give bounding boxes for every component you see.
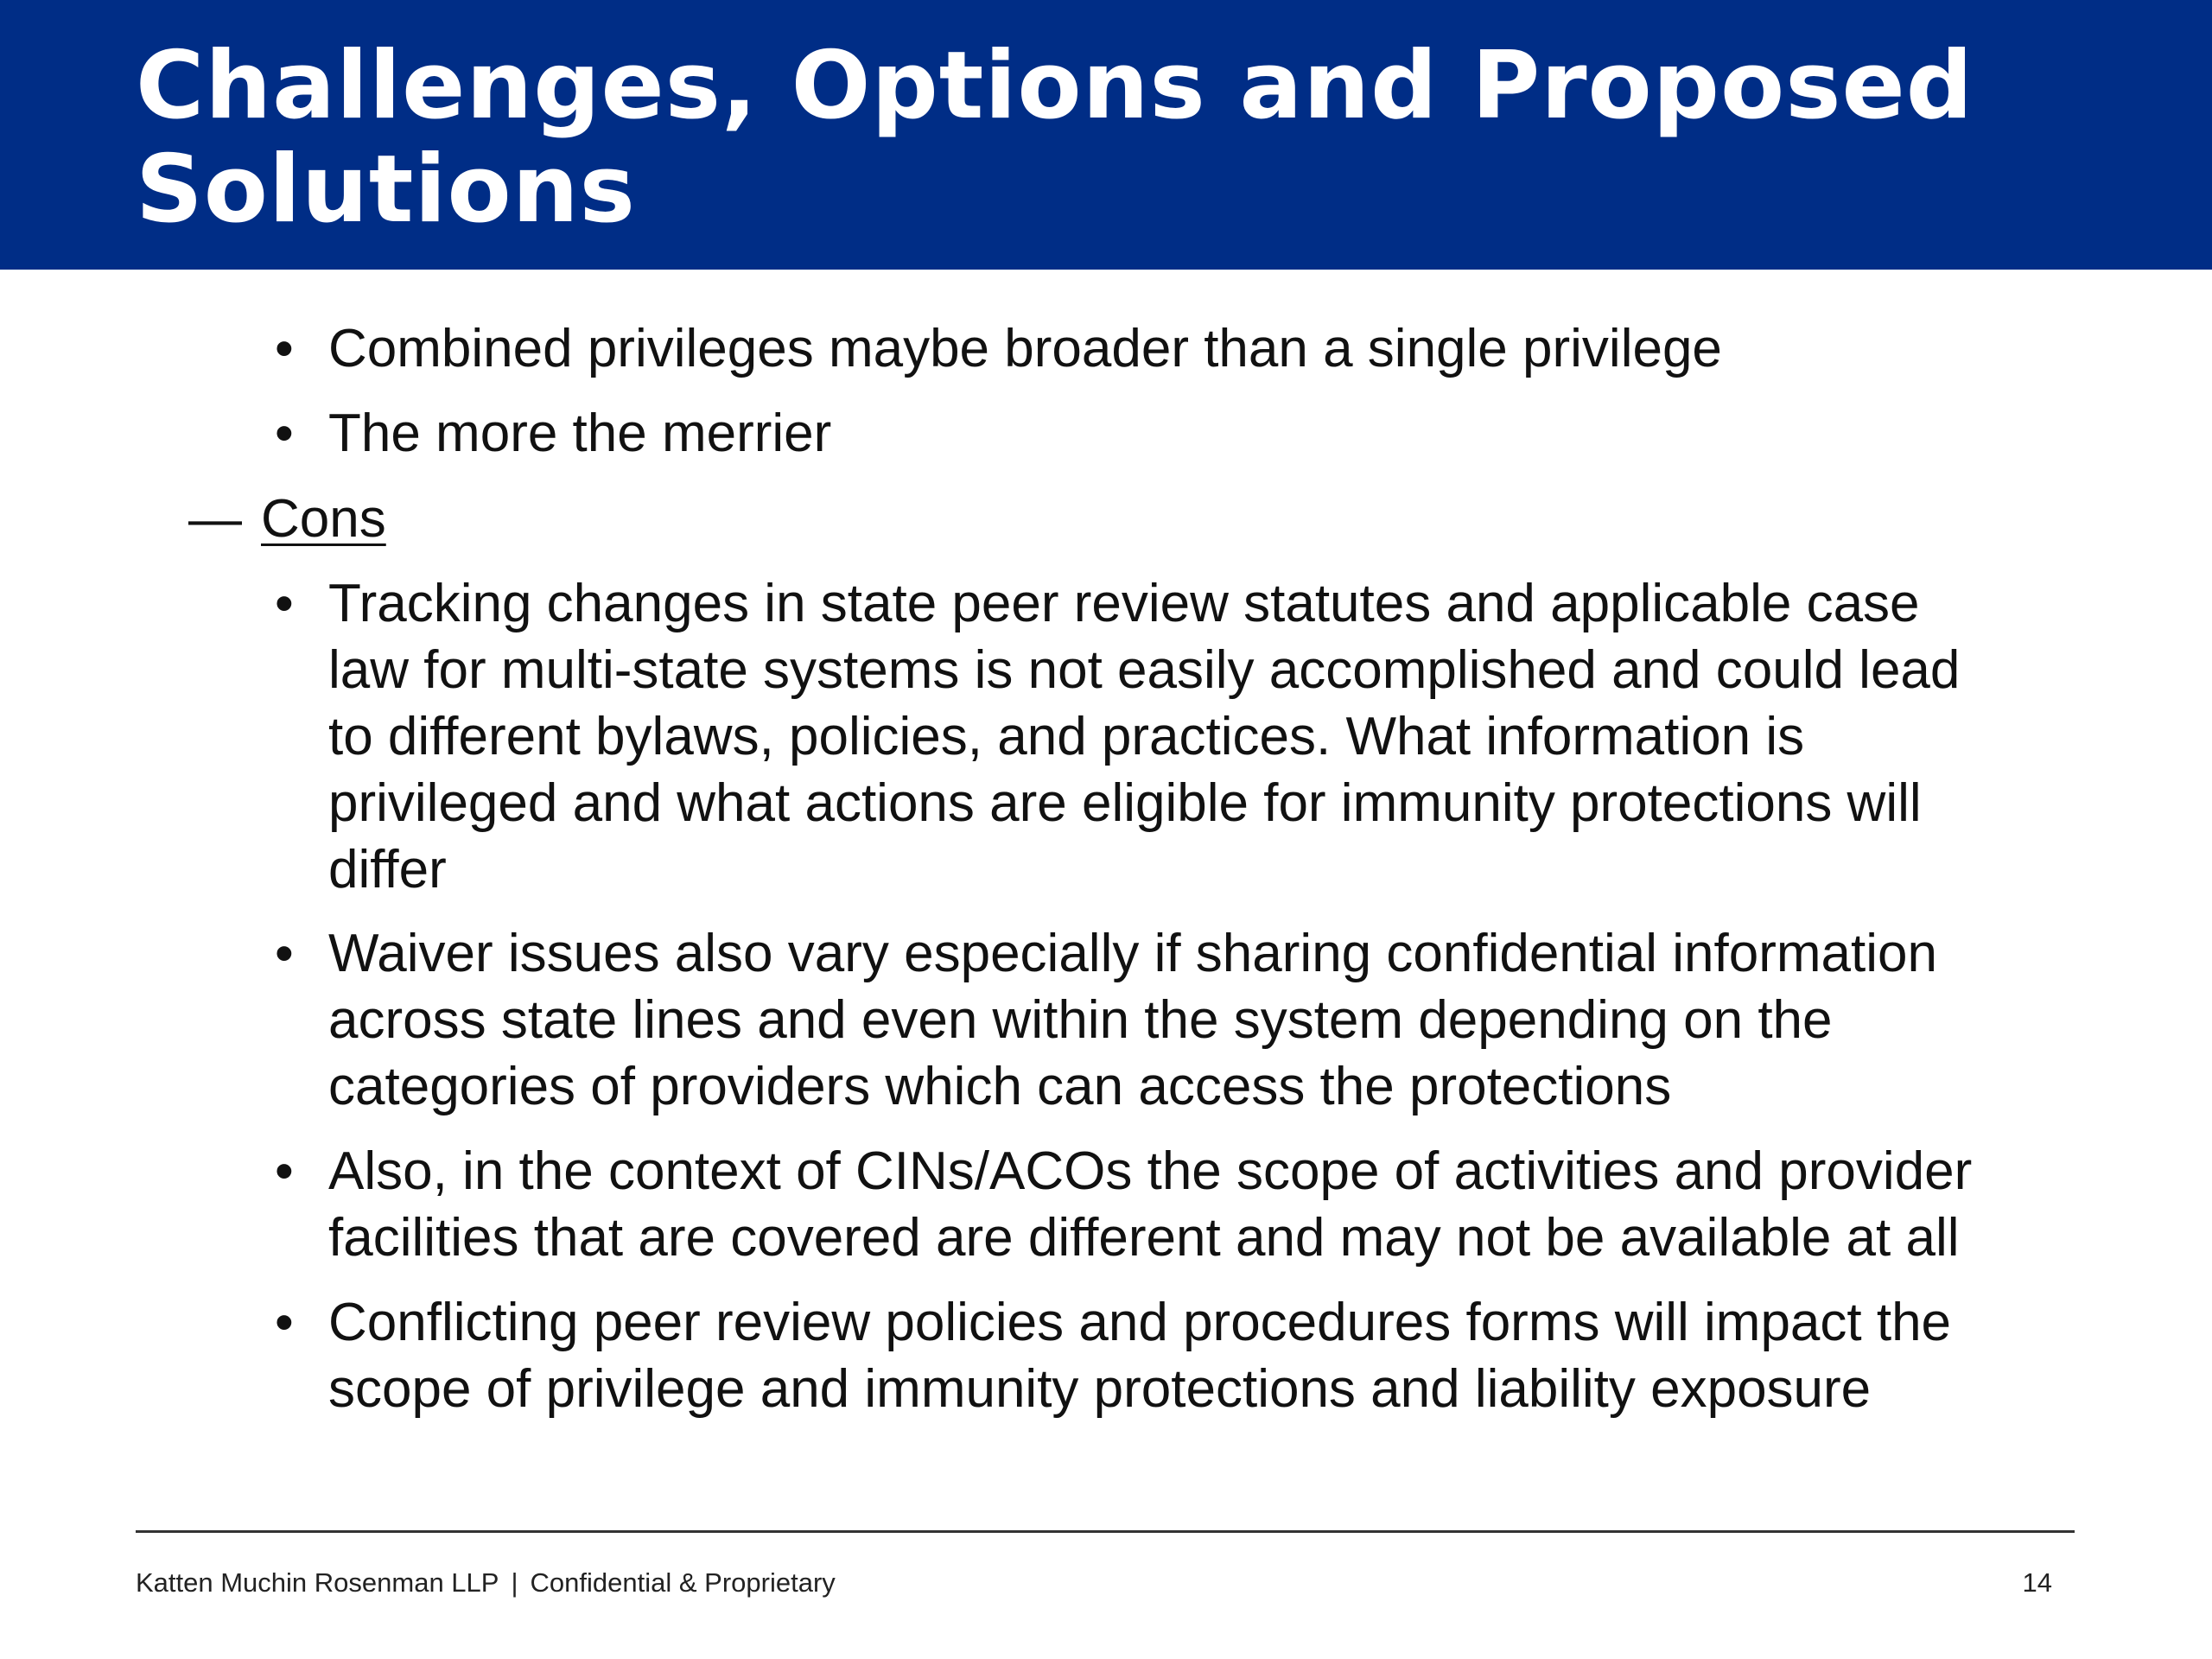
dash-icon: — <box>188 489 242 549</box>
bullet-line: to different bylaws, policies, and practices. What information is <box>328 707 1805 766</box>
bullet-icon: • <box>275 1141 294 1201</box>
bullet-line: differ <box>328 840 447 899</box>
bullet-line: privileged and what actions are eligible for immunity protections will <box>328 773 1922 833</box>
section-heading-cons <box>188 486 1916 552</box>
footer-separator: | <box>511 1567 518 1598</box>
bullet-icon: • <box>275 319 294 378</box>
cons-label: Cons <box>261 489 386 549</box>
bullet-line: law for multi-state systems is not easily accomplished and could lead <box>328 640 1961 700</box>
footer-label: Confidential & Proprietary <box>530 1567 836 1598</box>
bullet-icon: • <box>275 574 294 633</box>
footer-divider <box>136 1530 2075 1533</box>
bullet-line: categories of providers which can access the protections <box>328 1057 1672 1116</box>
title-line-2: Solutions <box>136 136 636 244</box>
page-title <box>136 32 2149 244</box>
bullet-line: Tracking changes in state peer review statutes and applicable case <box>328 574 1920 633</box>
bullet-line: Waiver issues also vary especially if sharing confidential information <box>328 924 1937 983</box>
list-item <box>275 315 2056 382</box>
title-bar <box>0 0 2212 270</box>
bullet-line: across state lines and even within the system depending on the <box>328 990 1833 1050</box>
title-line-1: Challenges, Options and Proposed <box>136 32 1974 140</box>
list-item <box>275 570 2056 903</box>
list-item <box>275 400 2056 467</box>
list-item <box>275 1138 2056 1271</box>
bullet-line: facilities that are covered are different and may not be available at all <box>328 1208 1960 1268</box>
bullet-icon: • <box>275 924 294 983</box>
list-item <box>275 1289 2056 1422</box>
bullet-line: scope of privilege and immunity protections and liability exposure <box>328 1359 1872 1419</box>
bullet-text: The more the merrier <box>328 404 832 463</box>
footer-text <box>136 1566 836 1600</box>
bullet-line: Conflicting peer review policies and procedures forms will impact the <box>328 1293 1952 1352</box>
bullet-icon: • <box>275 404 294 463</box>
page-number: 14 <box>2022 1567 2052 1598</box>
bullet-icon: • <box>275 1293 294 1352</box>
bullet-text: Combined privileges maybe broader than a single privilege <box>328 319 1722 378</box>
bullet-line: Also, in the context of CINs/ACOs the scope of activities and provider <box>328 1141 1973 1201</box>
footer-firm: Katten Muchin Rosenman LLP <box>136 1567 499 1598</box>
list-item <box>275 920 2056 1120</box>
